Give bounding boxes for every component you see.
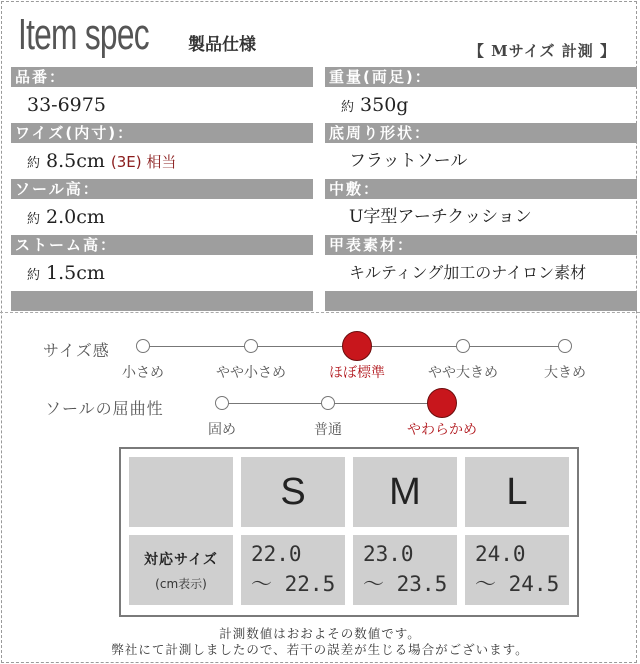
size-row-sublabel: (cm表示) bbox=[155, 577, 207, 591]
sole-flex-option-2: 普通 bbox=[314, 422, 342, 438]
spec-value-sole-height: 約 2.0cm bbox=[27, 206, 105, 228]
size-feel-option-2: やや小さめ bbox=[216, 365, 286, 381]
size-feel-dot-5 bbox=[558, 339, 572, 353]
size-row-label bbox=[129, 535, 233, 605]
sole-flex-dot-3 bbox=[427, 388, 457, 418]
size-feel-option-4: やや大きめ bbox=[428, 365, 498, 381]
spec-value-product-number: 33-6975 bbox=[27, 94, 106, 116]
size-feel-option-3: ほぼ標準 bbox=[329, 365, 385, 381]
footer-note-1: 計測数値はおおよその数値です。 bbox=[219, 626, 421, 641]
spec-value-storm-height: 約 1.5cm bbox=[27, 262, 105, 284]
spec-label-weight: 重量(両足)： bbox=[325, 67, 637, 87]
spec-value-upper-material: キルティング加工のナイロン素材 bbox=[349, 263, 587, 282]
size-feel-option-5: 大きめ bbox=[544, 365, 586, 381]
size-feel-dot-1 bbox=[136, 339, 150, 353]
spec-label-sole-shape: 底周り形状： bbox=[325, 123, 637, 143]
size-range-l: 24.0 ～ 24.5 bbox=[465, 535, 569, 605]
sole-flex-scale bbox=[0, 394, 640, 444]
section-divider bbox=[0, 312, 640, 313]
size-feel-dot-4 bbox=[456, 339, 470, 353]
size-table-corner bbox=[129, 457, 233, 527]
spec-value-sole-shape: フラットソール bbox=[349, 151, 468, 171]
spec-footer-bar-left bbox=[11, 291, 313, 311]
size-feel-dot-3 bbox=[342, 331, 372, 361]
spec-label-product-number: 品番： bbox=[11, 67, 313, 87]
spec-value-insole: U字型アーチクッション bbox=[349, 207, 532, 227]
spec-label-upper-material: 甲表素材： bbox=[325, 235, 637, 255]
page-subtitle: 製品仕様 bbox=[188, 35, 256, 55]
size-range-m: 23.0 ～ 23.5 bbox=[353, 535, 457, 605]
sole-flex-label: ソールの屈曲性 bbox=[45, 399, 164, 418]
spec-label-storm-height: ストーム高： bbox=[11, 235, 313, 255]
spec-column-right bbox=[325, 67, 637, 311]
size-header-s: S bbox=[241, 457, 345, 527]
spec-label-insole: 中敷： bbox=[325, 179, 637, 199]
spec-value-weight: 約 350g bbox=[341, 94, 409, 116]
size-range-s: 22.0 ～ 22.5 bbox=[241, 535, 345, 605]
spec-footer-bar-right bbox=[325, 291, 637, 311]
size-feel-option-1: 小さめ bbox=[122, 365, 164, 381]
sole-flex-option-1: 固め bbox=[208, 422, 236, 438]
size-feel-dot-2 bbox=[244, 339, 258, 353]
page-title: Item spec bbox=[18, 10, 149, 59]
width-note: (3E) 相当 bbox=[110, 153, 177, 171]
size-header-m: M bbox=[353, 457, 457, 527]
size-header-l: L bbox=[465, 457, 569, 527]
spec-label-width: ワイズ(内寸)： bbox=[11, 123, 313, 143]
size-row-label-text: 対応サイズ bbox=[144, 552, 218, 568]
spec-label-sole-height: ソール高： bbox=[11, 179, 313, 199]
size-table bbox=[119, 447, 579, 617]
sole-flex-dot-2 bbox=[321, 396, 335, 410]
measure-note: 【 Mサイズ 計測 】 bbox=[468, 42, 616, 60]
size-feel-scale bbox=[0, 334, 640, 384]
size-feel-label: サイズ感 bbox=[43, 341, 110, 360]
sole-flex-option-3: やわらかめ bbox=[407, 422, 477, 438]
spec-value-width: 約 8.5cm (3E) 相当 bbox=[27, 150, 177, 172]
footer-note-2: 弊社にて計測しましたので、若干の誤差が生じる場合がございます。 bbox=[111, 642, 529, 657]
sole-flex-dot-1 bbox=[215, 396, 229, 410]
spec-column-left bbox=[11, 67, 313, 311]
